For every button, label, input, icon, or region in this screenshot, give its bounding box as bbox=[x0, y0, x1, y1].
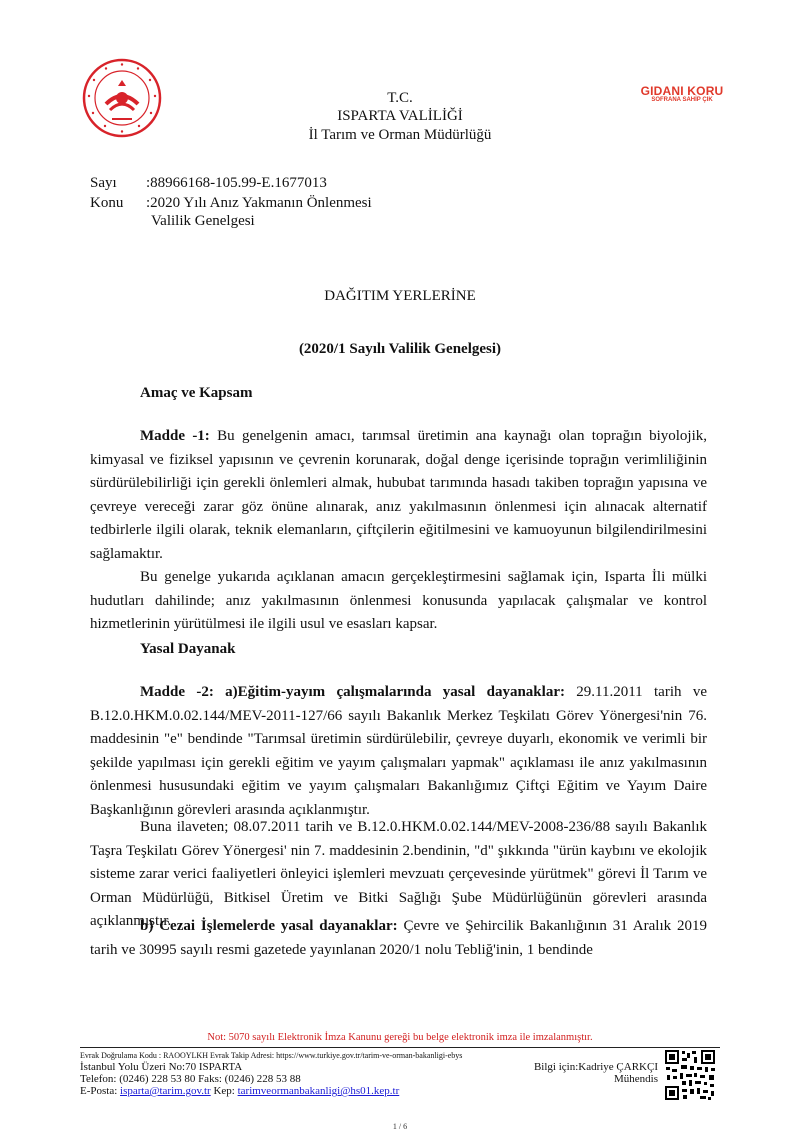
madde-1-para2-text: Bu genelge yukarıda açıklanan amacın gerçekleştirmesini sağlamak için, Isparta İli mülki hudutları dahilinde; anız yakılmasının önlenmesi konusunda yapılacak çalışmalar ve kontrol hizmetlerinin yürütülmesi ile ilgili usul ve esasları kapsar. bbox=[90, 569, 707, 632]
sayi-label: Sayı bbox=[90, 175, 117, 191]
madde-1-paragraph-2 bbox=[90, 566, 707, 637]
brand-sub-text: SOFRANA SAHİP ÇIK bbox=[651, 97, 713, 103]
contact-person-name: Bilgi için:Kadriye ÇARKÇI bbox=[533, 1061, 658, 1073]
phone-fax: Telefon: (0246) 228 53 80 Faks: (0246) 228 53 88 bbox=[80, 1073, 301, 1085]
brand-main-text: GIDANI KORU bbox=[640, 84, 724, 98]
footer-divider bbox=[80, 1047, 720, 1048]
madde-2b-label: b) Cezai İşlemelerde yasal dayanaklar: bbox=[140, 918, 398, 934]
madde-2-para2-text: Buna ilaveten; 08.07.2011 tarih ve B.12.0.HKM.0.02.144/MEV-2008-236/88 sayılı Bakanlık Taşra Teşkilatı Görev Yönergesi' nin 7. maddesinin 2.bendinin, "d" şıkkında "ürün kaybını ve ekolojik sisteme zarar verici faaliyetleri önleyici işlemleri mevzuatı çerçevesinde yürütmek" görevi İl Tarım ve Orman Müdürlüğü, Bitkisel Üretim ve Bitki Sağlığı Şube Müdürlüğünün görevleri arasında açıklanmıştır. bbox=[90, 819, 707, 929]
konu-value: :2020 Yılı Anız Yakmanın Önlenmesi bbox=[146, 195, 372, 211]
contact-person bbox=[525, 1061, 658, 1085]
madde-2b-text: Çevre ve Şehircilik Bakanlığının 31 Aralık 2019 tarih ve 30995 sayılı resmi gazetede yayınlanan 2020/1 nolu Tebliğ'inin, 1 bendinde bbox=[90, 918, 707, 958]
contact-person-title: Mühendis bbox=[614, 1073, 658, 1085]
email-link[interactable]: isparta@tarim.gov.tr bbox=[120, 1085, 211, 1097]
sayi-row bbox=[90, 175, 327, 192]
madde-2-label: Madde -2: a)Eğitim-yayım çalışmalarında yasal dayanaklar: bbox=[140, 684, 565, 700]
madde-2-text: 29.11.2011 tarih ve B.12.0.HKM.0.02.144/MEV-2011-127/66 sayılı Bakanlık Merkez Teşkilatı Görev Yönergesi'nin 76. maddesinin "e" bendinde "Tarımsal üretimin sürdürülebilir, çevreye duyarlı, ekonomik ve verimli bir şekilde yapılması için gerekli eğitim ve yayım çalışmaları yapmak" açıklaması ile anız yakılmasının önlenmesi hususundaki eğitim ve yayım çalışmaları Bakanlığımız Çiftçi Eğitim ve Yayım Daire Başkanlığının görevleri arasında açıklanmıştır. bbox=[90, 684, 707, 818]
konu-value-cont: Valilik Genelgesi bbox=[151, 213, 255, 229]
email-label: E-Posta: bbox=[80, 1085, 121, 1097]
address: İstanbul Yolu Üzeri No:70 ISPARTA bbox=[80, 1061, 243, 1073]
madde-1-label: Madde -1: bbox=[140, 428, 210, 444]
madde-2-paragraph bbox=[90, 681, 707, 822]
header-line-tc: T.C. bbox=[387, 90, 413, 106]
sayi-value: :88966168-105.99-E.1677013 bbox=[146, 175, 327, 191]
konu-label: Konu bbox=[90, 195, 124, 211]
e-signature-notice: Not: 5070 sayılı Elektronik İmza Kanunu gereği bu belge elektronik imza ile imzalanmıştır. bbox=[207, 1032, 593, 1043]
circular-title: (2020/1 Sayılı Valilik Genelgesi) bbox=[298, 341, 502, 357]
section-title-yasal: Yasal Dayanak bbox=[140, 641, 236, 657]
qr-code-icon bbox=[664, 1049, 716, 1101]
section-title-amac: Amaç ve Kapsam bbox=[140, 385, 253, 401]
madde-1-paragraph bbox=[90, 425, 707, 566]
page-number: 1 / 6 bbox=[392, 1122, 408, 1131]
madde-2b-paragraph bbox=[90, 915, 707, 962]
header-line-valilik: ISPARTA VALİLİĞİ bbox=[337, 108, 463, 124]
contact-row bbox=[80, 1085, 399, 1097]
kep-label: Kep: bbox=[210, 1085, 238, 1097]
recipient: DAĞITIM YERLERİNE bbox=[324, 288, 476, 304]
kep-link[interactable]: tarimveormanbakanligi@hs01.kep.tr bbox=[237, 1085, 400, 1097]
header-line-mudurluk: İl Tarım ve Orman Müdürlüğü bbox=[308, 127, 492, 143]
verification-code: Evrak Doğrulama Kodu : RAOOYLKH Evrak Takip Adresi: https://www.turkiye.gov.tr/tarim-ve-orman-bakanligi-ebys bbox=[80, 1051, 463, 1060]
madde-1-text: Bu genelgenin amacı, tarımsal üretimin ana kaynağı olan toprağın biyolojik, kimyasal ve fiziksel yapısının ve çevrenin korunarak, doğal denge içerisinde toprağın verimliliğinin sürdürülebilirliği için gerekli önlemleri almak, hububat tarımında hasadı takiben toprağın yapısına ve çevreye vereceği zarar göz önüne alınarak, anız yakılmasının önlenmesi için alınacak alternatif tedbirlerle ilgili olarak, teknik elemanların, çiftçilerin eğitilmesini ve kamuoyunun bilgilendirilmesini sağlamaktır. bbox=[90, 428, 707, 562]
konu-row bbox=[90, 195, 372, 212]
